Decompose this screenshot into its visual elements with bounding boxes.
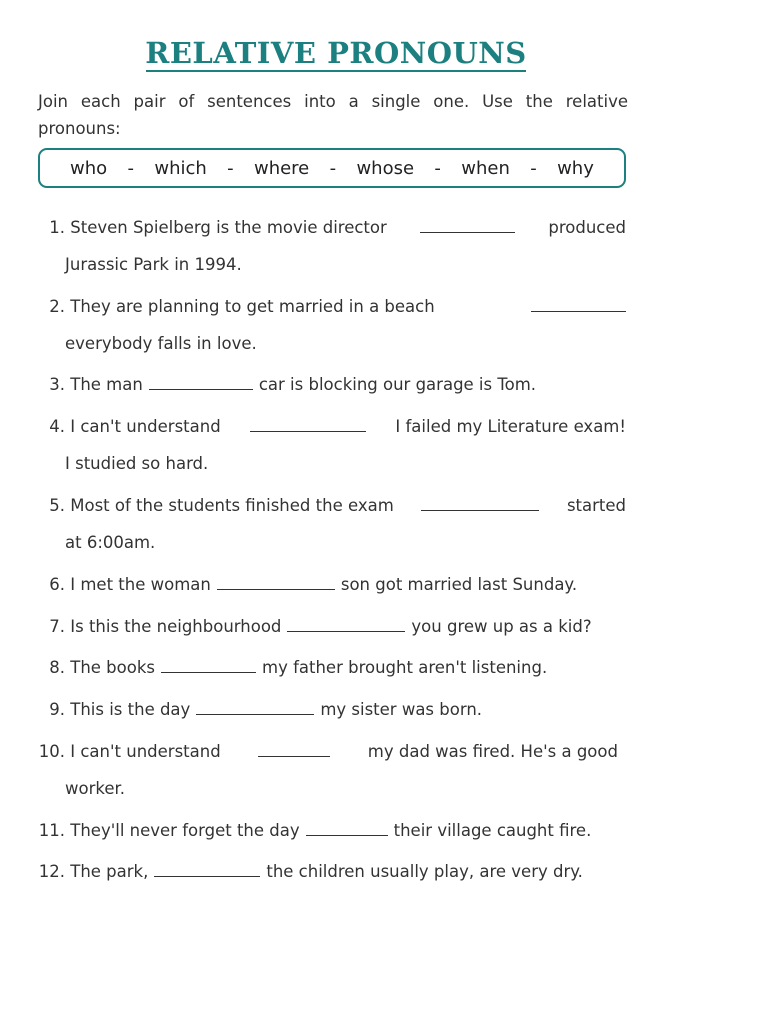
exercise-item-2	[34, 297, 626, 353]
item-number: 1.	[49, 218, 65, 237]
item-text-after: the children usually play, are very dry.	[266, 862, 583, 881]
item-text-after: son got married last Sunday.	[340, 575, 578, 594]
item-text-continued: I studied so hard.	[65, 454, 209, 473]
pronoun-which: which	[154, 157, 207, 179]
pronoun-separator: -	[227, 157, 234, 179]
item-text-continued: everybody falls in love.	[65, 334, 257, 353]
item-text-before: The books	[70, 658, 155, 677]
item-number: 4.	[49, 417, 65, 436]
item-number: 6.	[49, 575, 65, 594]
answer-blank[interactable]	[531, 297, 626, 312]
exercise-item-11	[34, 821, 626, 841]
item-text-after: my sister was born.	[320, 700, 483, 719]
item-text-after: started	[566, 496, 626, 515]
pronoun-separator: -	[127, 157, 134, 179]
item-text-after: I failed my Literature exam!	[395, 417, 626, 436]
item-text-after: car is blocking our garage is Tom.	[258, 375, 537, 394]
item-text-after: you grew up as a kid?	[411, 617, 592, 636]
item-text-after: my dad was fired. He's a good	[367, 742, 618, 761]
answer-blank[interactable]	[250, 417, 366, 432]
pronoun-when: when	[461, 157, 510, 179]
answer-blank[interactable]	[149, 375, 253, 390]
answer-blank[interactable]	[258, 742, 330, 757]
answer-blank[interactable]	[306, 821, 388, 836]
item-text-before: I can't understand	[70, 417, 221, 436]
answer-blank[interactable]	[196, 700, 314, 715]
item-text-continued: Jurassic Park in 1994.	[65, 255, 242, 274]
item-text-before: I can't understand	[70, 742, 221, 761]
exercise-item-6	[34, 575, 626, 595]
exercise-item-3	[34, 375, 626, 395]
answer-blank[interactable]	[420, 218, 515, 233]
item-text-before: They'll never forget the day	[70, 821, 300, 840]
item-number: 3.	[49, 375, 65, 394]
exercise-item-10	[34, 742, 626, 798]
item-number: 9.	[49, 700, 65, 719]
instructions: Join each pair of sentences into a single one. Use the relative pronouns:	[38, 92, 628, 138]
answer-blank[interactable]	[217, 575, 335, 590]
item-text-after: my father brought aren't listening.	[262, 658, 548, 677]
exercise-item-5	[34, 496, 626, 552]
pronoun-who: who	[70, 157, 108, 179]
answer-blank[interactable]	[421, 496, 539, 511]
item-text-before: Most of the students finished the exam	[70, 496, 394, 515]
item-text-continued: at 6:00am.	[65, 533, 156, 552]
pronoun-box	[38, 148, 626, 188]
item-number: 12.	[38, 862, 65, 881]
item-text-continued: worker.	[65, 779, 126, 798]
item-number: 8.	[49, 658, 65, 677]
exercise-item-1	[34, 218, 626, 274]
item-number: 7.	[49, 617, 65, 636]
item-number: 11.	[38, 821, 65, 840]
item-text-after: their village caught fire.	[393, 821, 592, 840]
item-text-before: This is the day	[70, 700, 191, 719]
pronoun-separator: -	[329, 157, 337, 179]
title-underline	[146, 70, 526, 72]
pronoun-where: where	[253, 157, 310, 179]
exercise-item-4	[34, 417, 626, 473]
exercise-item-9	[34, 700, 626, 720]
worksheet-title: RELATIVE PRONOUNS	[145, 36, 527, 70]
item-text-before: The park,	[70, 862, 149, 881]
pronoun-whose: whose	[356, 157, 415, 179]
item-number: 10.	[38, 742, 65, 761]
item-text-after: produced	[548, 218, 626, 237]
pronoun-separator: -	[530, 157, 537, 179]
pronoun-why: why	[557, 157, 594, 179]
item-text-before: They are planning to get married in a beach	[70, 297, 435, 316]
exercise-item-8	[34, 658, 626, 678]
item-number: 2.	[49, 297, 65, 316]
item-text-before: The man	[70, 375, 143, 394]
item-text-before: Steven Spielberg is the movie director	[70, 218, 387, 237]
item-text-before: I met the woman	[70, 575, 211, 594]
pronoun-separator: -	[434, 157, 441, 179]
item-number: 5.	[49, 496, 65, 515]
exercise-item-7	[34, 617, 626, 637]
answer-blank[interactable]	[161, 658, 256, 673]
exercise-item-12	[34, 862, 626, 882]
item-text-before: Is this the neighbourhood	[70, 617, 282, 636]
answer-blank[interactable]	[154, 862, 260, 877]
answer-blank[interactable]	[287, 617, 405, 632]
